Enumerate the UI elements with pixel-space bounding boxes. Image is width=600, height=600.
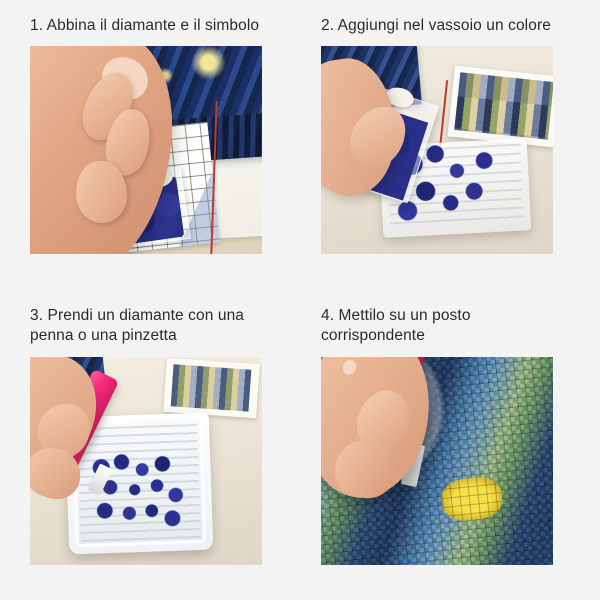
step-3-caption: 3. Prendi un diamante con una penna o una pinzetta	[30, 307, 245, 345]
fingernail	[341, 358, 359, 377]
swatch-row	[171, 365, 252, 411]
step-4-photo-content	[321, 357, 553, 565]
step-3	[14, 306, 295, 592]
step-3-photo-content	[30, 357, 262, 565]
step-3-photo	[30, 357, 262, 565]
step-1	[14, 16, 295, 302]
color-swatch-card	[163, 358, 259, 418]
step-2-caption: 2. Aggiungi nel vassoio un colore	[321, 17, 551, 34]
step-2-photo-content	[321, 46, 553, 254]
step-4-photo	[321, 357, 553, 565]
step-1-caption: 1. Abbina il diamante e il simbolo	[30, 17, 260, 34]
step-2-photo	[321, 46, 553, 254]
step-4-caption: 4. Mettilo su un posto corrispondente	[321, 307, 471, 345]
step-1-photo	[30, 46, 262, 254]
step-1-photo-content	[30, 46, 262, 254]
blue-diamonds	[89, 451, 194, 538]
step-2	[305, 16, 586, 302]
step-4	[305, 306, 586, 592]
